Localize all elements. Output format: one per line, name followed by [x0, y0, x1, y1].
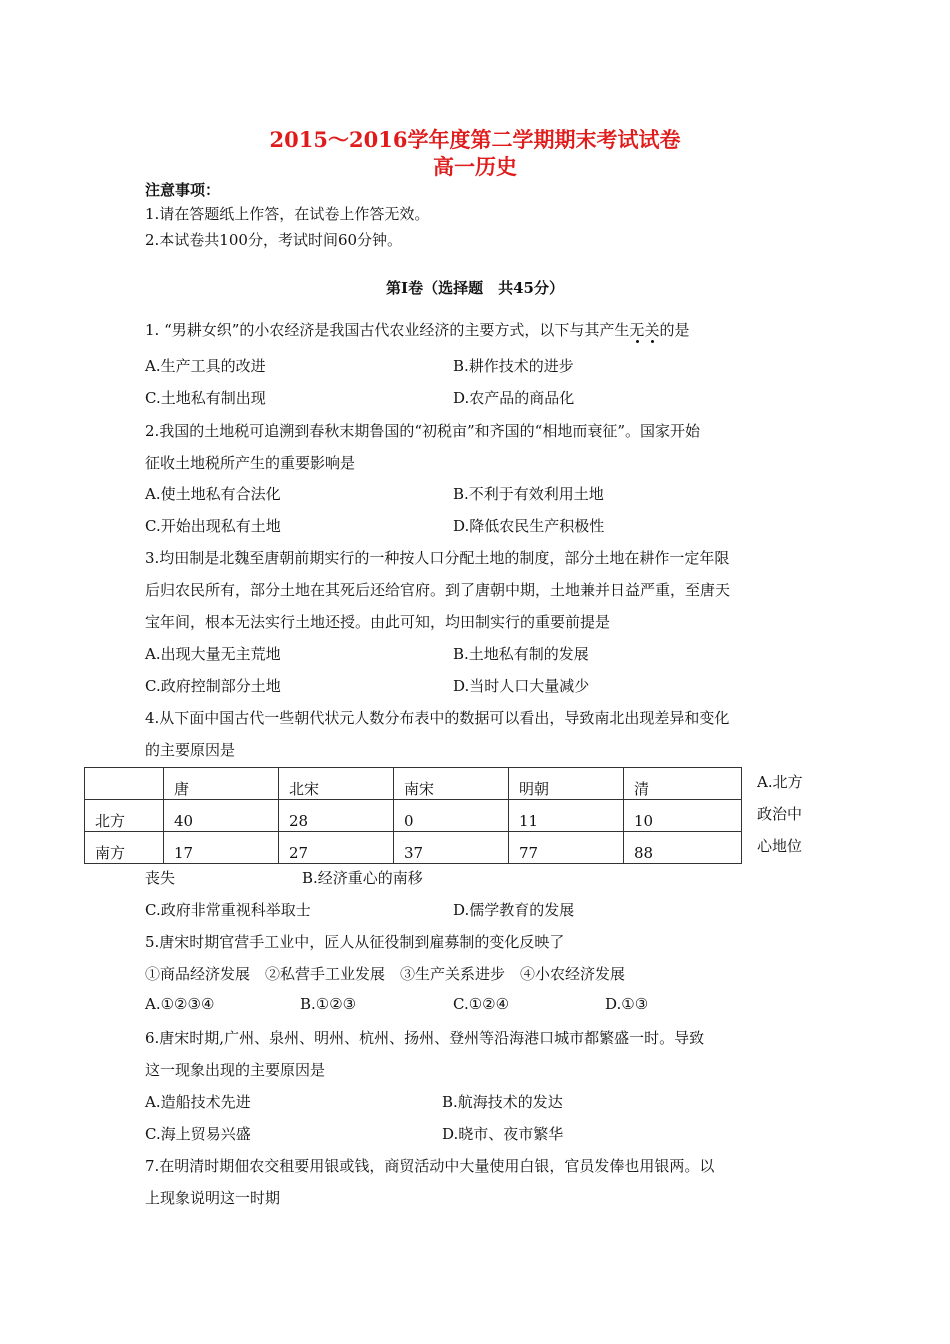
option-d: D.晓市、夜市繁华	[442, 1125, 564, 1143]
option-b: B.耕作技术的进步	[453, 357, 574, 375]
emphasis-char: 无	[629, 321, 645, 339]
table-row	[85, 800, 742, 832]
table-row	[85, 832, 742, 864]
notice-item: 2.本试卷共100分，考试时间60分钟。	[145, 231, 403, 249]
exam-title: 2015～2016学年度第二学期期末考试试卷	[269, 127, 681, 152]
table-header-row	[85, 768, 742, 800]
table-cell: 10	[624, 800, 742, 832]
table-header-cell: 南宋	[394, 768, 509, 800]
question-4-stem: 的主要原因是	[145, 741, 236, 759]
table-cell: 11	[509, 800, 624, 832]
question-3-stem: 后归农民所有，部分土地在其死后还给官府。到了唐朝中期，土地兼并日益严重，至唐天	[145, 581, 731, 599]
option-a: A.造船技术先进	[145, 1093, 251, 1111]
row-label: 北方	[85, 800, 164, 832]
question-1-stem	[145, 319, 689, 340]
option-c: C.政府控制部分土地	[145, 677, 281, 695]
table-cell: 77	[509, 832, 624, 864]
question-5-items: ①商品经济发展 ②私营手工业发展 ③生产关系进步 ④小农经济发展	[145, 965, 626, 983]
exam-subtitle: 高一历史	[433, 154, 517, 179]
option-a: A.使土地私有合法化	[145, 485, 281, 503]
option-a: A.生产工具的改进	[145, 357, 266, 375]
table-cell: 37	[394, 832, 509, 864]
option-a: A.出现大量无主荒地	[145, 645, 281, 663]
question-6-stem: 6.唐宋时期,广州、泉州、明州、杭州、扬州、登州等沿海港口城市都繁盛一时。导致	[145, 1029, 705, 1047]
option-b: B.经济重心的南移	[302, 869, 423, 887]
table-header-cell: 明朝	[509, 768, 624, 800]
question-5-stem: 5.唐宋时期官营手工业中，匠人从征役制到雇募制的变化反映了	[145, 933, 565, 951]
question-2-stem: 2.我国的土地税可追溯到春秋末期鲁国的“初税亩”和齐国的“相地而衰征”。国家开始	[145, 422, 700, 440]
option-a: A.①②③④	[145, 995, 215, 1013]
table-cell: 17	[164, 832, 279, 864]
option-d: D.儒学教育的发展	[453, 901, 575, 919]
question-6-stem: 这一现象出现的主要原因是	[145, 1061, 326, 1079]
option-a: 政治中	[757, 805, 803, 823]
scholar-distribution-table	[84, 767, 742, 864]
option-d: D.农产品的商品化	[453, 389, 575, 407]
table-cell: 0	[394, 800, 509, 832]
table-header-cell: 北宋	[279, 768, 394, 800]
option-a: A.北方	[757, 773, 803, 791]
option-b: B.不利于有效利用土地	[453, 485, 604, 503]
table-cell: 88	[624, 832, 742, 864]
option-b: B.航海技术的发达	[442, 1093, 563, 1111]
table-cell	[85, 768, 164, 800]
option-a: 丧失	[145, 869, 176, 887]
table-header-cell: 唐	[164, 768, 279, 800]
question-7-stem: 上现象说明这一时期	[145, 1189, 281, 1207]
question-3-stem: 宝年间，根本无法实行土地还授。由此可知，均田制实行的重要前提是	[145, 613, 611, 631]
option-c: C.土地私有制出现	[145, 389, 266, 407]
question-4-stem: 4.从下面中国古代一些朝代状元人数分布表中的数据可以看出，导致南北出现差异和变化	[145, 709, 730, 727]
section-title: 第Ⅰ卷（选择题 共45分）	[386, 279, 564, 297]
option-c: C.海上贸易兴盛	[145, 1125, 251, 1143]
emphasis-char: 关	[644, 321, 660, 339]
option-b: B.①②③	[300, 995, 357, 1013]
question-2-stem: 征收土地税所产生的重要影响是	[145, 454, 356, 472]
table-cell: 28	[279, 800, 394, 832]
table-cell: 27	[279, 832, 394, 864]
option-c: C.①②④	[453, 995, 510, 1013]
table-cell: 40	[164, 800, 279, 832]
option-b: B.土地私有制的发展	[453, 645, 589, 663]
notice-heading: 注意事项：	[145, 181, 221, 199]
option-c: C.开始出现私有土地	[145, 517, 281, 535]
question-3-stem: 3.均田制是北魏至唐朝前期实行的一种按人口分配土地的制度，部分土地在耕作一定年限	[145, 549, 730, 567]
q1-stem-text: 1. “男耕女织”的小农经济是我国古代农业经济的主要方式，以下与其产生	[145, 321, 630, 339]
option-c: C.政府非常重视科举取士	[145, 901, 311, 919]
option-d: D.当时人口大量减少	[453, 677, 590, 695]
notice-item: 1.请在答题纸上作答，在试卷上作答无效。	[145, 205, 430, 223]
row-label: 南方	[85, 832, 164, 864]
table-header-cell: 清	[624, 768, 742, 800]
question-7-stem: 7.在明清时期佃农交租要用银或钱，商贸活动中大量使用白银，官员发俸也用银两。以	[145, 1157, 715, 1175]
option-d: D.降低农民生产积极性	[453, 517, 605, 535]
option-a: 心地位	[757, 837, 803, 855]
option-d: D.①③	[605, 995, 649, 1013]
q1-stem-text: 的是	[659, 321, 690, 339]
